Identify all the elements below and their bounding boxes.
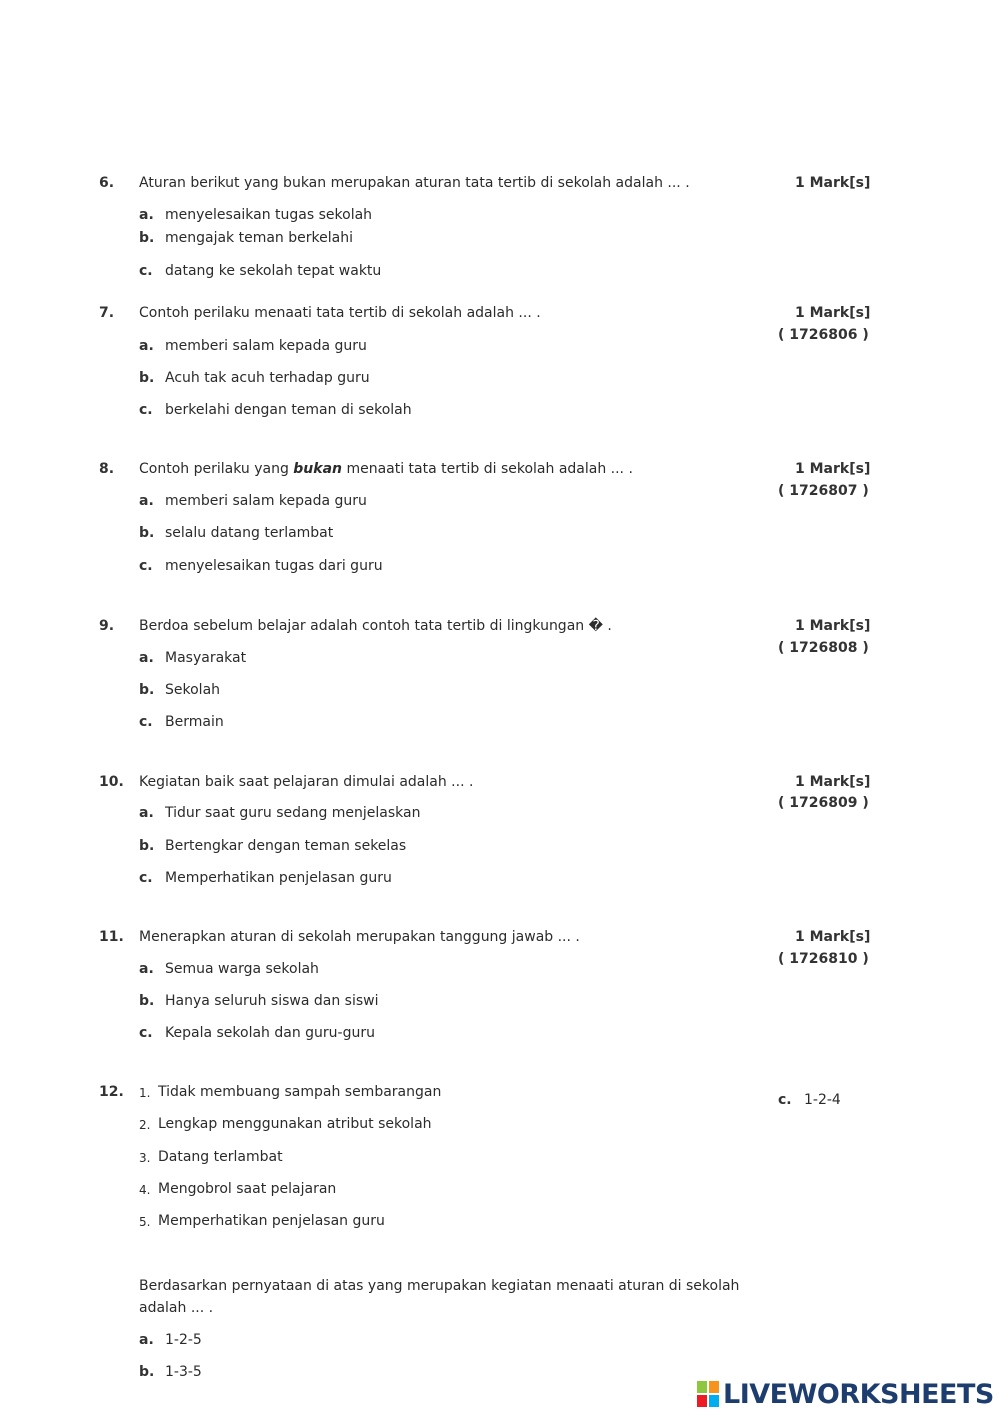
mark-label: 1 Mark[s] — [795, 929, 871, 945]
question-text-line-1: Berdasarkan pernyataan di atas yang merupakan kegiatan menaati aturan di sekolah — [139, 1278, 740, 1294]
option-letter: c. — [778, 1092, 792, 1108]
question-text-before: Contoh perilaku yang — [139, 461, 294, 477]
option-text: Hanya seluruh siswa dan siswi — [165, 993, 379, 1009]
option-text: 1-3-5 — [165, 1364, 202, 1380]
option-text: Bermain — [165, 714, 224, 730]
option-text: 1-2-5 — [165, 1332, 202, 1348]
question-number: 9. — [99, 618, 115, 634]
question-text: Menerapkan aturan di sekolah merupakan tanggung jawab ... . — [139, 929, 580, 945]
logo-text: LIVEWORKSHEETS — [723, 1378, 994, 1410]
statement-text: Tidak membuang sampah sembarangan — [158, 1084, 442, 1100]
option-letter: c. — [139, 870, 153, 886]
question-text: Aturan berikut yang bukan merupakan aturan tata tertib di sekolah adalah ... . — [139, 175, 690, 191]
question-text — [139, 460, 633, 478]
option-text: menyelesaikan tugas dari guru — [165, 558, 383, 574]
option-letter: b. — [139, 370, 155, 386]
statement-number: 2. — [139, 1118, 151, 1132]
option-letter: c. — [139, 1025, 153, 1041]
statement-text: Memperhatikan penjelasan guru — [158, 1213, 385, 1229]
statement-number: 3. — [139, 1151, 151, 1165]
question-number: 8. — [99, 461, 115, 477]
statement-number: 4. — [139, 1183, 151, 1197]
option-text: menyelesaikan tugas sekolah — [165, 207, 373, 223]
statement-text: Mengobrol saat pelajaran — [158, 1181, 337, 1197]
option-letter: b. — [139, 838, 155, 854]
option-text: memberi salam kepada guru — [165, 493, 367, 509]
statement-text: Datang terlambat — [158, 1149, 283, 1165]
option-letter: c. — [139, 402, 153, 418]
option-text: berkelahi dengan teman di sekolah — [165, 402, 412, 418]
question-code: ( 1726808 ) — [778, 640, 869, 656]
option-letter: c. — [139, 558, 153, 574]
option-text: datang ke sekolah tepat waktu — [165, 263, 382, 279]
option-text: 1-2-4 — [804, 1092, 841, 1108]
question-text: Berdoa sebelum belajar adalah contoh tata tertib di lingkungan � . — [139, 618, 612, 634]
option-letter: c. — [139, 263, 153, 279]
option-letter: b. — [139, 525, 155, 541]
option-text: memberi salam kepada guru — [165, 338, 367, 354]
question-code: ( 1726809 ) — [778, 795, 869, 811]
option-letter: a. — [139, 961, 154, 977]
question-code: ( 1726807 ) — [778, 483, 869, 499]
option-letter: b. — [139, 230, 155, 246]
question-text-after: menaati tata tertib di sekolah adalah ... . — [342, 461, 633, 477]
option-letter: b. — [139, 993, 155, 1009]
mark-label: 1 Mark[s] — [795, 305, 871, 321]
option-letter: a. — [139, 805, 154, 821]
question-text-line-2: adalah ... . — [139, 1300, 214, 1316]
question-text: Kegiatan baik saat pelajaran dimulai adalah ... . — [139, 774, 474, 790]
option-letter: a. — [139, 338, 154, 354]
statement-text: Lengkap menggunakan atribut sekolah — [158, 1116, 432, 1132]
option-text: mengajak teman berkelahi — [165, 230, 353, 246]
mark-label: 1 Mark[s] — [795, 175, 871, 191]
option-text: Acuh tak acuh terhadap guru — [165, 370, 370, 386]
question-number: 7. — [99, 305, 115, 321]
question-text-emphasis: bukan — [293, 461, 342, 477]
mark-label: 1 Mark[s] — [795, 461, 871, 477]
option-letter: a. — [139, 207, 154, 223]
option-letter: b. — [139, 1364, 155, 1380]
statement-number: 5. — [139, 1215, 151, 1229]
question-number: 6. — [99, 175, 115, 191]
option-text: Semua warga sekolah — [165, 961, 319, 977]
liveworksheets-logo — [697, 1376, 994, 1412]
mark-label: 1 Mark[s] — [795, 774, 871, 790]
option-letter: a. — [139, 650, 154, 666]
option-text: Masyarakat — [165, 650, 247, 666]
option-text: Bertengkar dengan teman sekelas — [165, 838, 407, 854]
option-text: selalu datang terlambat — [165, 525, 334, 541]
option-text: Tidur saat guru sedang menjelaskan — [165, 805, 421, 821]
option-text: Sekolah — [165, 682, 221, 698]
question-number: 11. — [99, 929, 124, 945]
option-text: Memperhatikan penjelasan guru — [165, 870, 392, 886]
question-code: ( 1726810 ) — [778, 951, 869, 967]
option-letter: a. — [139, 1332, 154, 1348]
mark-label: 1 Mark[s] — [795, 618, 871, 634]
question-code: ( 1726806 ) — [778, 327, 869, 343]
option-letter: a. — [139, 493, 154, 509]
question-number: 12. — [99, 1084, 124, 1100]
option-letter: c. — [139, 714, 153, 730]
question-text: Contoh perilaku menaati tata tertib di sekolah adalah ... . — [139, 305, 541, 321]
option-text: Kepala sekolah dan guru-guru — [165, 1025, 375, 1041]
logo-icon — [697, 1381, 719, 1407]
option-letter: b. — [139, 682, 155, 698]
question-number: 10. — [99, 774, 124, 790]
statement-number: 1. — [139, 1086, 151, 1100]
